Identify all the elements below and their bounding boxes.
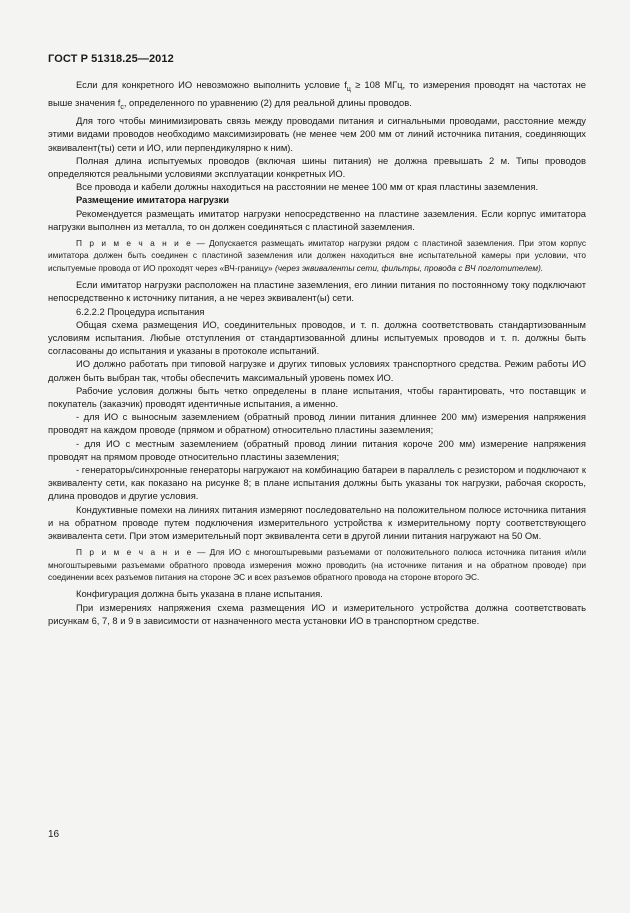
list-item-2: - для ИО с местным заземлением (обратный провод линии питания короче 200 мм) измерение напряжения проводят на прямом проводе относительно пластины заземления; <box>48 437 586 462</box>
paragraph-8: Общая схема размещения ИО, соединительных проводов, и т. п. должна соответствовать стандартизованным условиям испытания. Любые отступления от стандартизованной длины испытуемых проводов и т. п. должны быть согласованы до испытания и указаны в протоколе испытаний. <box>48 318 586 357</box>
paragraph-2: Для того чтобы минимизировать связь между проводами питания и сигнальными проводами, расстояние между этими видами проводов необходимо максимизировать (не менее чем 200 мм от линий источника питания, соединяющих эквивалент(ты) сети и ИО, или перпендикулярно к ним). <box>48 115 586 153</box>
paragraph-14: Кондуктивные помехи на линиях питания измеряют последовательно на положительном полюсе источника питания и на обратном проводе путем подключения измерительного устройства к измерительному порту соответствующего эквивалента сети. При этом измерительный порт эквивалента сети в другой линии питания нагружают на 50 Ом. <box>48 503 586 542</box>
paragraph-4: Все провода и кабели должны находиться на расстоянии не менее 100 мм от края пластины заземления. <box>76 181 539 193</box>
standard-header: ГОСТ Р 51318.25—2012 <box>48 53 174 65</box>
list-item-3: - генераторы/синхронные генераторы нагружают на комбинацию батареи в параллель с резистором и подключают к эквиваленту сети, как показано на рисунке 8; в плане испытания должны быть указаны ток нагрузки, рабочая скорость, длина проводов и другие условия. <box>48 464 586 502</box>
paragraph-6: Если имитатор нагрузки расположен на пластине заземления, его линии питания по постоянному току подключают непосредственно к источнику питания, а не через эквивалент(ы) сети. <box>48 279 586 304</box>
note-2: П р и м е ч а н и е — Для ИО с многоштыревыми разъемами от положительного полюса источника питания и/или многоштыревыми разъемами обратного провода измерения можно проводить (на источнике питания и на обратном проводе) при соединении всех разъемов питания на стороне ЭС и всех разъемов обратного провода на стороне второго ЭС. <box>48 547 586 583</box>
paragraph-5: Рекомендуется размещать имитатор нагрузки непосредственно на пластине заземления. Если корпус имитатора нагрузки выполнен из металла, то он должен соединяться с пластиной заземления. <box>48 207 586 232</box>
section-heading: Размещение имитатора нагрузки <box>76 194 229 206</box>
note-1: П р и м е ч а н и е — Допускается размещать имитатор нагрузки рядом с пластиной заземления. При этом корпус имитатора должен быть соединен с пластиной заземления или должен находиться вне испытательной камеры при условии, что испытуемые провода от ИО проходят через «ВЧ-границу» (через эквиваленты сети, фильтры, провода с ВЧ поглотителем). <box>48 237 586 273</box>
paragraph-15: Конфигурация должна быть указана в плане испытания. <box>76 588 323 600</box>
paragraph-16: При измерениях напряжения схема размещения ИО и измерительного устройства должна соответствовать рисункам 6, 7, 8 и 9 в зависимости от назначенного места установки ИО в транспортном средстве. <box>48 601 586 626</box>
body-text <box>48 78 586 627</box>
paragraph-3: Полная длина испытуемых проводов (включая шины питания) не должна превышать 2 м. Типы проводов определяются реальными условиями эксплуатации конкретных ИО. <box>48 154 586 179</box>
page-number: 16 <box>48 829 60 840</box>
list-item-1: - для ИО с выносным заземлением (обратный провод линии питания длиннее 200 мм) измерения напряжения проводят на каждом проводе (прямом и обратном) относительно пластины заземления; <box>48 411 586 436</box>
paragraph-1: Если для конкретного ИО невозможно выполнить условие $f_ц \ge 108$ МГц, то измерения проводят на частотах не выше значения $f_c$, определенного по уравнению (2) для реальной длины проводов. <box>48 79 586 111</box>
subsection-title: 6.2.2.2 Процедура испытания <box>76 305 205 317</box>
paragraph-9: ИО должно работать при типовой нагрузке и других типовых условиях транспортного средства. Режим работы ИО должен быть выбран так, чтобы обеспечить максимальный уровень помех ИО. <box>48 358 586 383</box>
paragraph-10: Рабочие условия должны быть четко определены в плане испытания, чтобы гарантировать, что поставщик и покупатель (заказчик) проводят идентичные испытания, а именно. <box>48 384 586 410</box>
